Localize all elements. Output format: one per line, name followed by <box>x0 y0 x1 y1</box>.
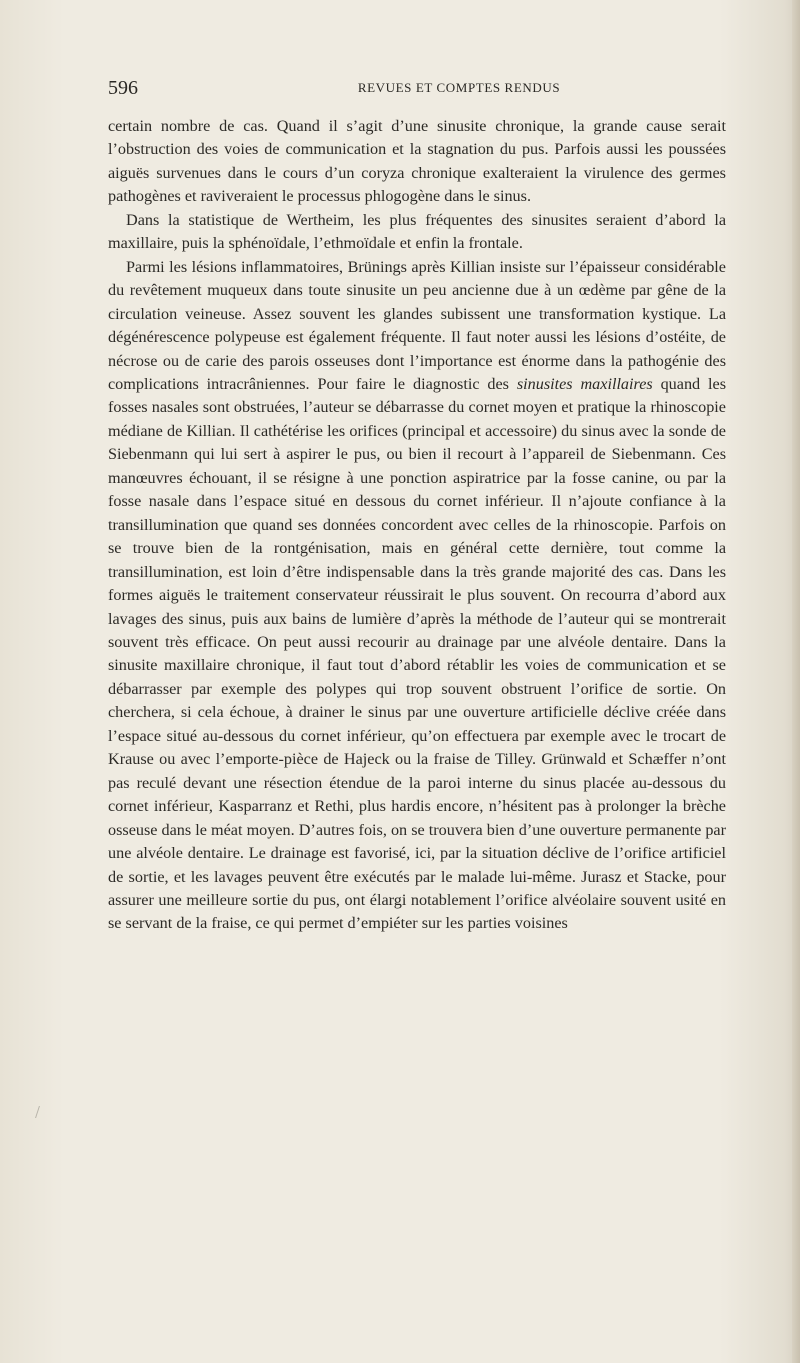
page-number: 596 <box>108 77 138 99</box>
paragraph-intro: certain nombre de cas. Quand il s’agit d’une sinusite chronique, la grande cause serait l’obstruction des voies de communication et la stagnation du pus. Parfois aussi les poussées aiguës survenues dans le cours d’un coryza chronique exalteraient la virulence des germes pathogènes et raviveraient le processus phlogogène dans le sinus. <box>108 117 726 206</box>
body-text <box>108 115 726 936</box>
italic-term-sinusites-maxillaires: sinusites maxillaires <box>516 374 653 393</box>
margin-pencil-mark <box>35 1106 46 1118</box>
paragraph-lesions-treatment <box>108 256 726 936</box>
paragraph-statistics: Dans la statistique de Wertheim, les plus fréquentes des sinusites seraient d’abord la maxillaire, puis la sphénoïdale, l’ethmoïdale et enfin la frontale. <box>108 210 726 253</box>
running-head: REVUES ET COMPTES RENDUS <box>357 80 561 95</box>
page-header <box>108 76 730 100</box>
paragraph-lesions-after-term: quand les fosses nasales sont obstruées, l’auteur se débarrasse du cornet moyen et pratique la rhinoscopie médiane de Killian. Il cathétérise les orifices (principal et accessoire) du sinus avec la sonde de Siebenmann qui lui sert à aspirer le pus, ou bien il recourt à l’appareil de Siebenmann. Ces manœuvres échouant, il se résigne à une ponction aspiratrice par la fosse canine, ou par la fosse nasale dans l’espace situé en dessous du cornet inférieur. Il n’ajoute confiance à la transillumination que quand ses données concordent avec celles de la rhinoscopie. Parfois on se trouve bien de la rontgénisation, mais en général cette dernière, tout comme la transillumination, est loin d’être indispensable dans la très grande majorité des cas. Dans les formes aiguës le traitement conservateur réussirait le plus souvent. On recourra d’abord aux lavages des sinus, puis aux bains de lumière d’après la méthode de l’auteur qui se montrerait souvent très efficace. On peut aussi recourir au drainage par une alvéole dentaire. Dans la sinusite maxillaire chronique, il faut tout d’abord rétablir les voies de communication et se débarrasser par exemple des polypes qui trop souvent obstruent l’orifice de sortie. On cherchera, si cela échoue, à drainer le sinus par une ouverture artificielle déclive créée dans l’espace situé au-dessous du cornet inférieur, qu’on effectuera par exemple avec le trocart de Krause ou avec l’emporte-pièce de Hajeck ou la fraise de Tilley. Grünwald et Schæffer n’ont pas reculé devant une résection étendue de la paroi interne du sinus placée au-dessous du cornet inférieur, Kasparranz et Rethi, plus hardis encore, n’hésitent pas à prolonger la brèche osseuse dans le méat moyen. D’autres fois, on se trouvera bien d’une ouverture permanente par une alvéole dentaire. Le drainage est favorisé, ici, par la situation déclive de l’orifice artificiel de sortie, et les lavages peuvent être exécutés par le malade lui-même. Jurasz et Stacke, pour assurer une meilleure sortie du pus, ont élargi notablement l’orifice alvéolaire souvent usité en se servant de la fraise, ce qui permet d’empiéter sur les parties voisines <box>108 374 726 933</box>
page-edge-shadow <box>792 0 800 1363</box>
paragraph-lesions-before-term: Parmi les lésions inflammatoires, Brünings après Killian insiste sur l’épaisseur considérable du revêtement muqueux dans toute sinusite un peu ancienne due à un œdème par gêne de la circulation veineuse. Assez souvent les glandes subissent une transformation kystique. La dégénérescence polypeuse est également fréquente. Il faut noter aussi les lésions d’ostéite, de nécrose ou de carie des parois osseuses dont l’importance est énorme dans la pathogénie des complications intracrâniennes. Pour faire le diagnostic des <box>108 257 726 393</box>
